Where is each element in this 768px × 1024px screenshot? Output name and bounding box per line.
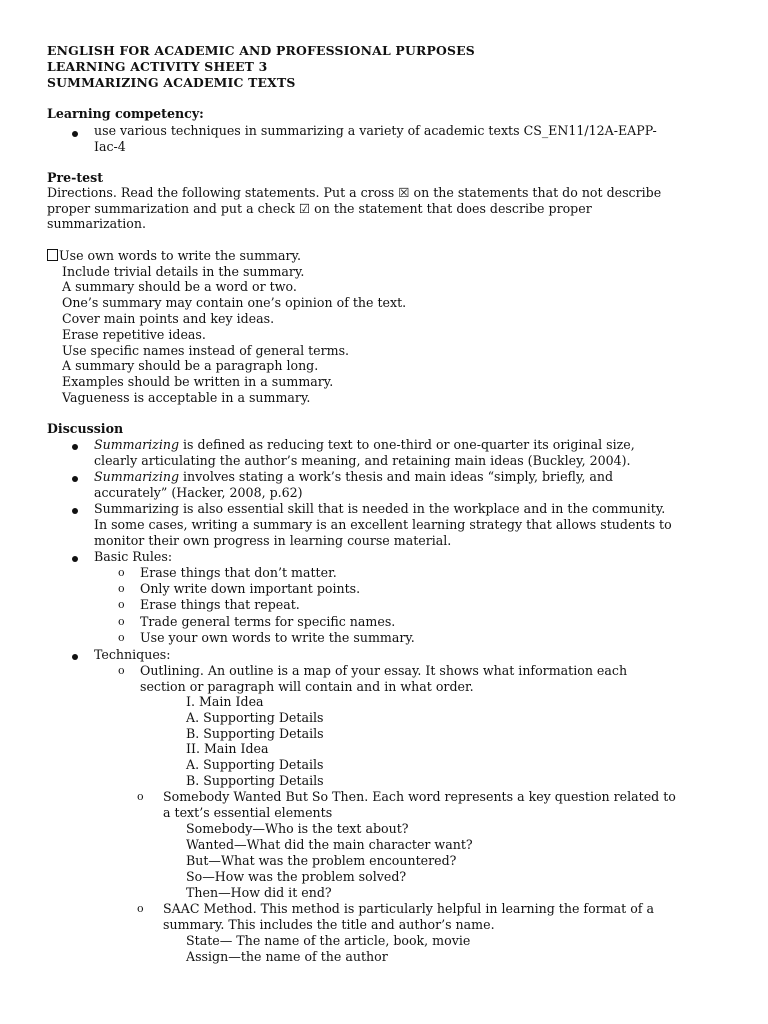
bullet-icon [72, 654, 78, 660]
statement-7: Use specific names instead of general terms. [62, 343, 350, 358]
checkbox-icon [47, 249, 58, 261]
swbst-line-1: Somebody Wanted But So Then. Each word represents a key question related to [163, 789, 676, 804]
hollow-bullet-icon: o [137, 902, 144, 915]
statement-6: Erase repetitive ideas. [62, 327, 206, 342]
discussion-bullet-3-line-1: Summarizing is also essential skill that is needed in the workplace and in the community. [94, 501, 666, 516]
statement-8: A summary should be a paragraph long. [62, 358, 319, 373]
discussion-bullet-1-line-2: clearly articulating the author’s meaning, and retaining main ideas (Buckley, 2004). [94, 453, 631, 468]
directions-line-2: proper summarization and put a check ☑ on the statement that does describe proper [47, 201, 592, 216]
hollow-bullet-icon: o [118, 566, 125, 579]
bullet-icon [72, 131, 78, 137]
rule-item: Erase things that repeat. [140, 597, 300, 612]
outline-item: I. Main Idea [186, 694, 264, 709]
swbst-item: But—What was the problem encountered? [186, 853, 457, 868]
discussion-bullet-2-line-1 [94, 469, 613, 485]
doc-title-line-2: LEARNING ACTIVITY SHEET 3 [47, 59, 268, 74]
statement-1 [47, 248, 301, 264]
bullet-icon [72, 508, 78, 514]
rule-item: Trade general terms for specific names. [140, 614, 396, 629]
swbst-item: Somebody—Who is the text about? [186, 821, 409, 836]
hollow-bullet-icon: o [118, 664, 125, 677]
discussion-bullet-2-line-2: accurately” (Hacker, 2008, p.62) [94, 485, 303, 500]
hollow-bullet-icon: o [118, 631, 125, 644]
hollow-bullet-icon: o [118, 615, 125, 628]
term-emphasis: Summarizing [94, 437, 180, 452]
directions-line-1: Directions. Read the following statements. Put a cross ☒ on the statements that do not describe [47, 185, 662, 200]
bullet-icon [72, 476, 78, 482]
swbst-item: So—How was the problem solved? [186, 869, 407, 884]
outline-item: A. Supporting Details [186, 757, 324, 772]
outline-item: A. Supporting Details [186, 710, 324, 725]
directions-line-3: summarization. [47, 216, 146, 231]
saac-item: State— The name of the article, book, movie [186, 933, 471, 948]
term-emphasis: Summarizing [94, 469, 180, 484]
bullet-text: involves stating a work’s thesis and main ideas “simply, briefly, and [179, 469, 614, 484]
statement-3: A summary should be a word or two. [62, 279, 297, 294]
discussion-bullet-3-line-2: In some cases, writing a summary is an excellent learning strategy that allows students to [94, 517, 672, 532]
discussion-bullet-3-line-3: monitor their own progress in learning course material. [94, 533, 452, 548]
rule-item: Erase things that don’t matter. [140, 565, 337, 580]
swbst-item: Wanted—What did the main character want? [186, 837, 473, 852]
bullet-icon [72, 444, 78, 450]
outlining-line-1: Outlining. An outline is a map of your essay. It shows what information each [140, 663, 628, 678]
outline-item: B. Supporting Details [186, 726, 324, 741]
statement-9: Examples should be written in a summary. [62, 374, 334, 389]
rule-item: Use your own words to write the summary. [140, 630, 415, 645]
techniques-title: Techniques: [94, 647, 171, 662]
doc-title-line-3: SUMMARIZING ACADEMIC TEXTS [47, 75, 296, 90]
statement-4: One’s summary may contain one’s opinion of the text. [62, 295, 407, 310]
outline-item: II. Main Idea [186, 741, 269, 756]
basic-rules-title: Basic Rules: [94, 549, 173, 564]
saac-item: Assign—the name of the author [186, 949, 388, 964]
rule-item: Only write down important points. [140, 581, 361, 596]
hollow-bullet-icon: o [118, 582, 125, 595]
outlining-line-2: section or paragraph will contain and in what order. [140, 679, 474, 694]
hollow-bullet-icon: o [137, 790, 144, 803]
statement-2: Include trivial details in the summary. [62, 264, 305, 279]
competency-item-line-1: use various techniques in summarizing a variety of academic texts CS_EN11/12A-EAPP- [94, 123, 657, 138]
pretest-heading: Pre-test [47, 170, 104, 185]
outline-item: B. Supporting Details [186, 773, 324, 788]
statement-10: Vagueness is acceptable in a summary. [62, 390, 311, 405]
hollow-bullet-icon: o [118, 598, 125, 611]
bullet-text: is defined as reducing text to one-third or one-quarter its original size, [179, 437, 635, 452]
bullet-icon [72, 556, 78, 562]
statement-5: Cover main points and key ideas. [62, 311, 275, 326]
competency-heading: Learning competency: [47, 106, 204, 121]
swbst-item: Then—How did it end? [186, 885, 332, 900]
competency-item-line-2: Iac-4 [94, 139, 126, 154]
doc-title-line-1: ENGLISH FOR ACADEMIC AND PROFESSIONAL PURPOSES [47, 43, 475, 58]
saac-line-2: summary. This includes the title and author’s name. [163, 917, 495, 932]
discussion-bullet-1-line-1 [94, 437, 635, 453]
statement-text: Use own words to write the summary. [59, 248, 301, 263]
saac-line-1: SAAC Method. This method is particularly helpful in learning the format of a [163, 901, 654, 916]
swbst-line-2: a text’s essential elements [163, 805, 333, 820]
discussion-heading: Discussion [47, 421, 124, 436]
